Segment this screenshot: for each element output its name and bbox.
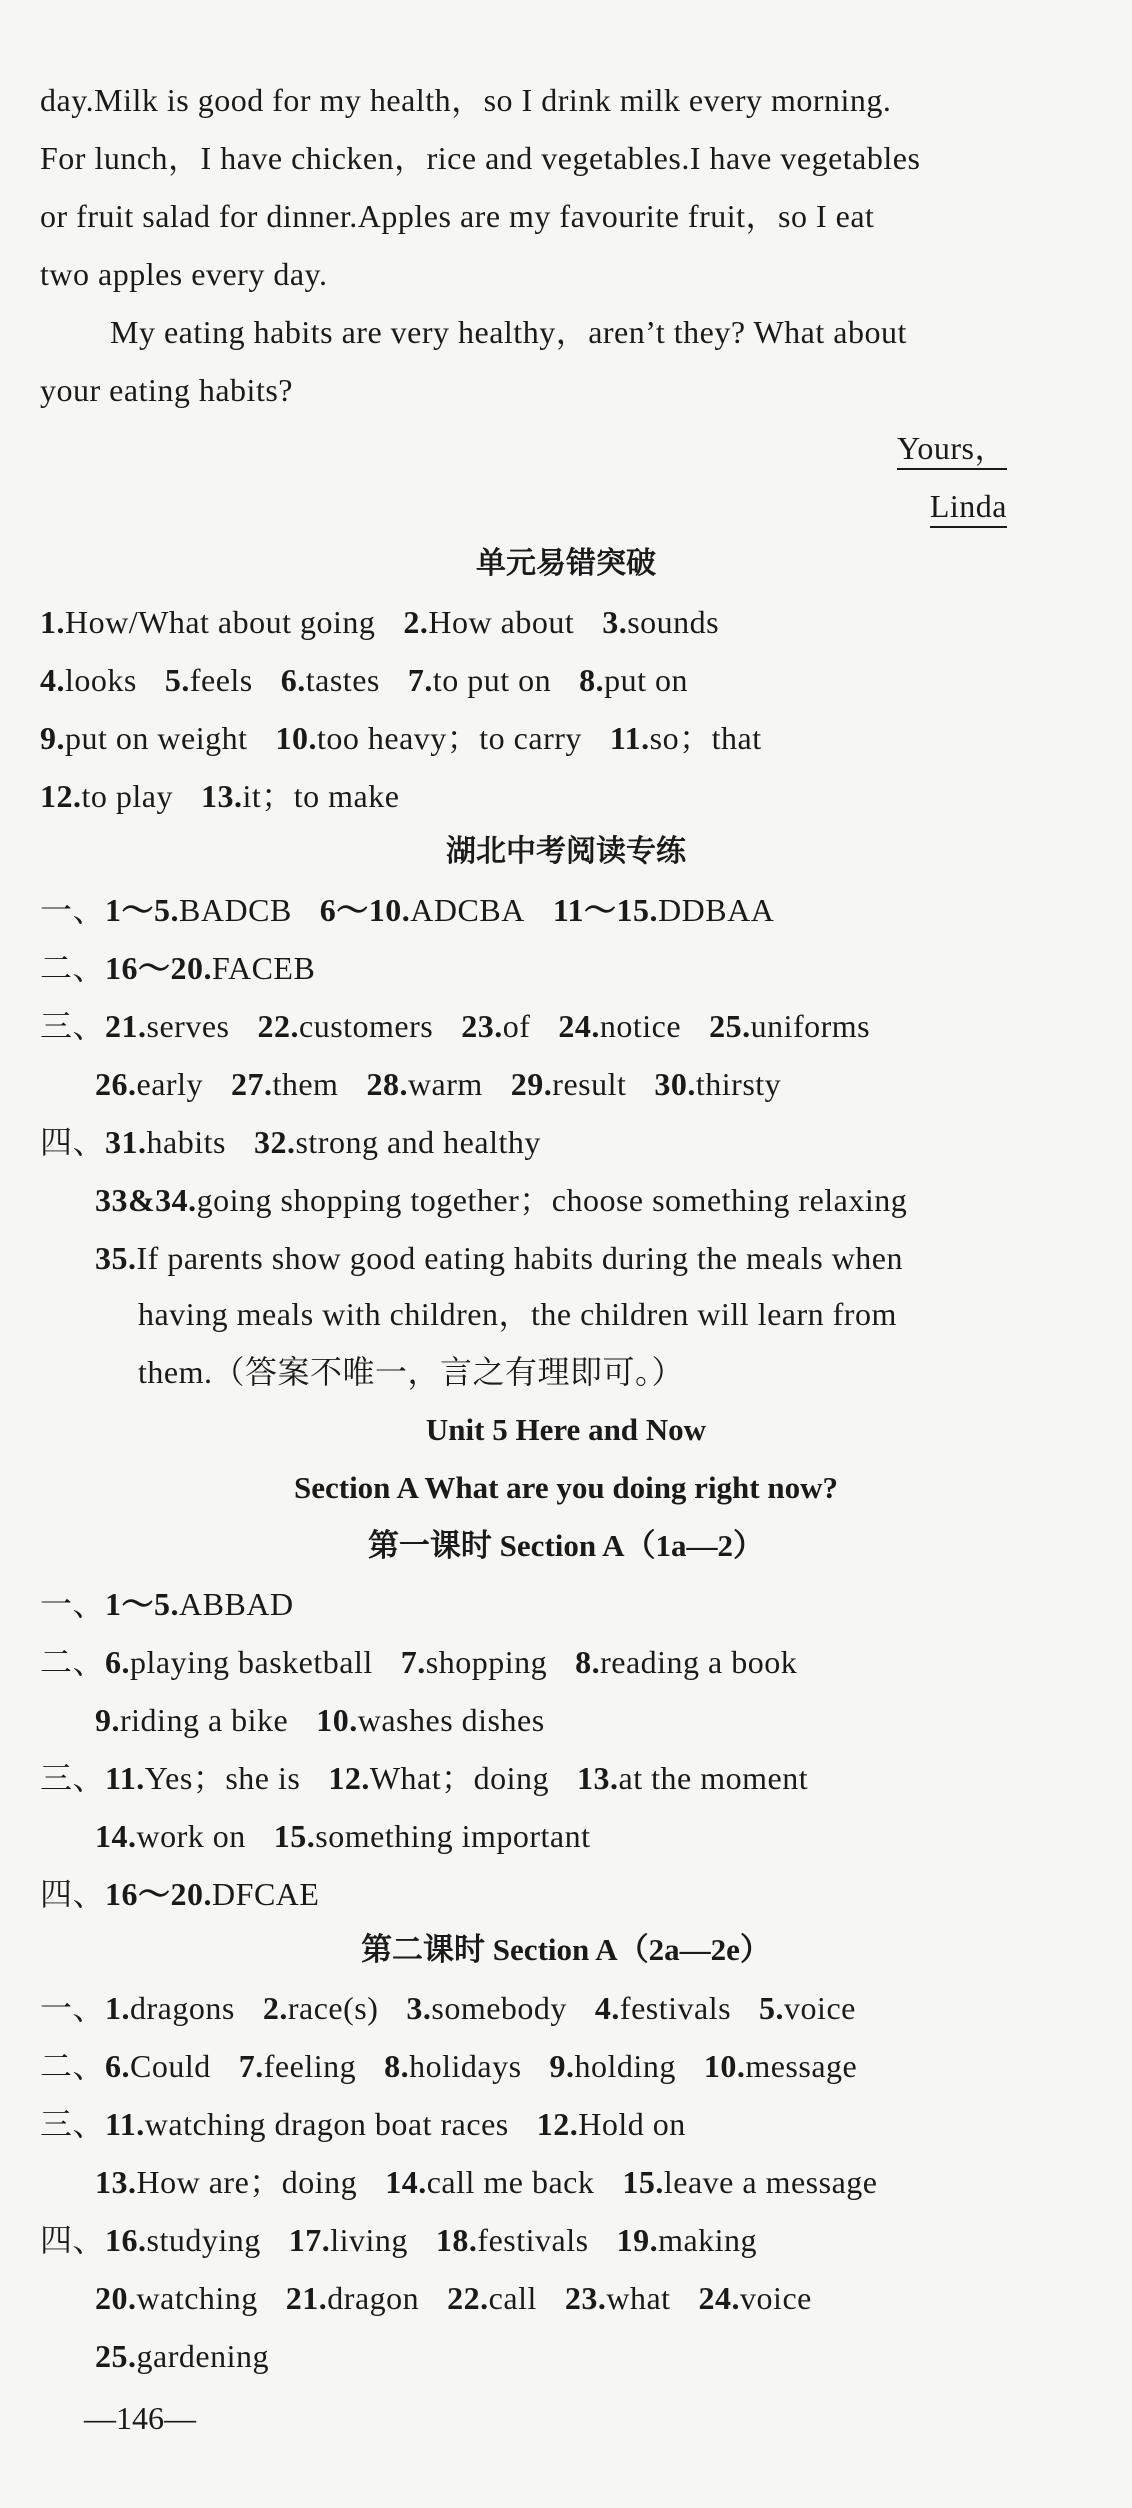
answer-number: 24.	[558, 1008, 600, 1044]
part-marker: 三、	[40, 1008, 106, 1044]
answer-number: 4.	[594, 1990, 620, 2026]
answer-text: How about	[428, 604, 575, 640]
answer-number: 7.	[400, 1644, 426, 1680]
answer-item	[461, 1008, 530, 1044]
answer-number: 18.	[435, 2222, 478, 2258]
answer-text: reading a book	[600, 1644, 798, 1680]
answer-item	[403, 604, 574, 640]
part-marker: 四、	[40, 2222, 106, 2258]
answer-text: studying	[146, 2222, 261, 2258]
answer-text: voice	[784, 1990, 856, 2026]
answer-item	[239, 2048, 356, 2084]
answer-item	[105, 1586, 294, 1622]
answer-number: 1.	[40, 604, 65, 640]
answer-item	[575, 1644, 797, 1680]
answer-line	[40, 2104, 714, 2144]
answer-number: 23.	[461, 1008, 503, 1044]
answer-text: Could	[130, 2048, 211, 2084]
answer-text: living	[330, 2222, 408, 2258]
answer-number: 7.	[407, 662, 433, 698]
part-marker: 三、	[40, 2106, 106, 2142]
answer-text: playing basketball	[130, 1644, 373, 1680]
page-number: —146—	[84, 2400, 196, 2436]
answer-line	[40, 1584, 322, 1624]
answer-item	[201, 778, 399, 814]
answer-line	[40, 1642, 825, 1682]
answer-item	[699, 2280, 812, 2316]
answer-line	[40, 1988, 884, 2028]
answer-number: 9.	[95, 1702, 120, 1738]
answer-number: 17.	[288, 2222, 331, 2258]
answer-text: something important	[315, 1818, 591, 1854]
answer-text: call	[488, 2280, 537, 2316]
answer-item	[231, 1066, 338, 1102]
answer-item	[385, 2164, 594, 2200]
answer-text: thirsty	[695, 1066, 782, 1102]
answer-text: call me back	[426, 2164, 595, 2200]
answer-number: 15.	[273, 1818, 316, 1854]
answer-text: How are；doing	[136, 2164, 358, 2200]
answer-item	[105, 892, 292, 928]
part-marker: 三、	[40, 1760, 106, 1796]
answer-item	[610, 720, 762, 756]
answer-number: 6.	[280, 662, 306, 698]
answer-number: 3.	[406, 1990, 432, 2026]
answer-text: ADCBA	[410, 892, 525, 928]
answer-number: 25.	[709, 1008, 751, 1044]
answer-text: leave a message	[663, 2164, 878, 2200]
answer-number: 16～20.	[105, 1876, 213, 1912]
answer-number: 7.	[238, 2048, 264, 2084]
answer-item	[105, 2222, 261, 2258]
answer-line	[95, 1238, 931, 1278]
answer-text: to play	[81, 778, 173, 814]
answer-item	[384, 2048, 521, 2084]
answer-item	[40, 662, 137, 698]
letter-line-4: two apples every day.	[40, 256, 328, 292]
answer-number: 1～5.	[105, 892, 180, 928]
letter-line-3: or fruit salad for dinner.Apples are my favourite fruit，so I eat	[40, 198, 875, 234]
answer-number: 20.	[95, 2280, 137, 2316]
answer-text: gardening	[136, 2338, 269, 2374]
answer-text: How/What about going	[65, 604, 376, 640]
answer-item	[95, 1182, 907, 1218]
answer-item	[95, 1702, 288, 1738]
answer-35-cont1: having meals with children，the children will learn from	[138, 1296, 897, 1332]
answer-text: DFCAE	[212, 1876, 320, 1912]
answer-text: too heavy；to carry	[316, 720, 582, 756]
answer-number: 14.	[95, 1818, 137, 1854]
answer-number: 8.	[579, 662, 605, 698]
answer-number: 1～5.	[105, 1586, 180, 1622]
answer-number: 13.	[95, 2164, 137, 2200]
lesson2-title: 第二课时 Section A（2a—2e）	[361, 1932, 771, 1967]
answer-number: 23.	[564, 2280, 607, 2316]
answer-text: shopping	[425, 1644, 548, 1680]
answer-text: If parents show good eating habits during the meals when	[136, 1240, 903, 1276]
answer-item	[316, 1702, 544, 1738]
answer-number: 1.	[105, 1990, 131, 2026]
answer-item	[105, 1876, 319, 1912]
answer-text: dragons	[130, 1990, 235, 2026]
answer-line	[40, 948, 343, 988]
answer-text: what	[606, 2280, 671, 2316]
answer-text: them	[272, 1066, 339, 1102]
answer-line	[40, 2220, 785, 2260]
answer-item	[274, 1818, 591, 1854]
answer-item	[257, 1008, 433, 1044]
answer-number: 10.	[316, 1702, 358, 1738]
answer-item	[281, 662, 380, 698]
answer-text: habits	[146, 1124, 226, 1160]
answer-number: 8.	[384, 2048, 410, 2084]
answer-item	[105, 950, 315, 986]
answer-number: 21.	[105, 1008, 147, 1044]
answer-item	[289, 2222, 408, 2258]
answer-line	[40, 890, 802, 930]
answer-item	[40, 778, 173, 814]
answer-line	[95, 1064, 809, 1104]
answer-text: sounds	[627, 604, 720, 640]
answer-item	[105, 1760, 300, 1796]
answer-number: 6.	[105, 2048, 131, 2084]
part-marker: 一、	[40, 892, 106, 928]
answer-text: uniforms	[750, 1008, 871, 1044]
answer-text: festivals	[619, 1990, 732, 2026]
answer-item	[328, 1760, 549, 1796]
letter-closing: Yours，	[897, 428, 1007, 468]
answer-number: 27.	[230, 1066, 273, 1102]
answer-line	[95, 1700, 573, 1740]
answer-number: 8.	[575, 1644, 601, 1680]
answer-item	[263, 1990, 379, 2026]
answer-line	[40, 2046, 885, 2086]
answer-line	[40, 1122, 569, 1162]
answer-number: 10.	[275, 720, 317, 756]
answer-item	[105, 2106, 509, 2142]
answer-number: 14.	[385, 2164, 427, 2200]
answer-item	[366, 1066, 482, 1102]
answer-text: BADCB	[179, 892, 292, 928]
answer-number: 9.	[40, 720, 65, 756]
section-title-errors: 单元易错突破	[476, 546, 656, 581]
answer-number: 25.	[95, 2338, 137, 2374]
answer-number: 13.	[200, 778, 243, 814]
answer-item	[105, 1990, 235, 2026]
part-marker: 一、	[40, 1586, 106, 1622]
answer-number: 30.	[654, 1066, 696, 1102]
answer-number: 26.	[95, 1066, 137, 1102]
answer-number: 2.	[403, 604, 429, 640]
answer-text: tastes	[305, 662, 380, 698]
answer-text: voice	[740, 2280, 812, 2316]
answer-line	[40, 1758, 836, 1798]
answer-text: watching	[136, 2280, 258, 2316]
answer-item	[595, 1990, 731, 2026]
answer-text: so；that	[649, 720, 762, 756]
answer-text: serves	[146, 1008, 230, 1044]
answer-item	[105, 1008, 229, 1044]
answer-number: 6.	[105, 1644, 131, 1680]
answer-number: 22.	[447, 2280, 489, 2316]
answer-number: 29.	[510, 1066, 553, 1102]
answer-line	[40, 718, 790, 758]
part-marker: 二、	[40, 1644, 106, 1680]
answer-text: of	[502, 1008, 531, 1044]
answer-item	[320, 892, 525, 928]
answer-number: 16～20.	[105, 950, 213, 986]
answer-text: notice	[599, 1008, 682, 1044]
letter-line-1: day.Milk is good for my health，so I drink milk every morning.	[40, 82, 892, 118]
answer-text: dragon	[327, 2280, 420, 2316]
answer-item	[709, 1008, 870, 1044]
letter-line-2: For lunch，I have chicken，rice and vegetables.I have vegetables	[40, 140, 921, 176]
answer-text: customers	[298, 1008, 434, 1044]
answer-text: result	[552, 1066, 627, 1102]
answer-text: work on	[136, 1818, 246, 1854]
answer-text: somebody	[431, 1990, 567, 2026]
part-marker: 二、	[40, 2048, 106, 2084]
answer-item	[447, 2280, 537, 2316]
answer-line	[95, 2336, 297, 2376]
answer-number: 12.	[40, 778, 82, 814]
answer-number: 16.	[105, 2222, 147, 2258]
answer-text: strong and healthy	[295, 1124, 541, 1160]
answer-number: 11.	[609, 720, 650, 756]
answer-item	[759, 1990, 856, 2026]
answer-item	[579, 662, 688, 698]
answer-item	[550, 2048, 676, 2084]
answer-item	[401, 1644, 547, 1680]
answer-text: at the moment	[618, 1760, 809, 1796]
answer-text: feels	[189, 662, 253, 698]
answer-item	[105, 1644, 373, 1680]
answer-item	[408, 662, 551, 698]
answer-number: 28.	[366, 1066, 408, 1102]
answer-text: making	[658, 2222, 758, 2258]
part-marker: 四、	[40, 1124, 106, 1160]
answer-number: 11.	[105, 1760, 145, 1796]
answer-item	[602, 604, 719, 640]
answer-text: going shopping together；choose something relaxing	[196, 1182, 908, 1218]
answer-number: 10.	[703, 2048, 746, 2084]
answer-text: it；to make	[242, 778, 400, 814]
answer-item	[286, 2280, 419, 2316]
answer-text: festivals	[477, 2222, 589, 2258]
answer-item	[105, 1124, 226, 1160]
answer-item	[577, 1760, 808, 1796]
answer-item	[95, 2338, 269, 2374]
answer-text: looks	[65, 662, 137, 698]
answer-item	[95, 2164, 357, 2200]
letter-line-6: your eating habits?	[40, 372, 293, 408]
answer-line	[95, 1816, 619, 1856]
answer-number: 5.	[164, 662, 190, 698]
unit-section-title: Section A What are you doing right now?	[293, 1470, 838, 1505]
answer-item	[254, 1124, 541, 1160]
answer-item	[275, 720, 581, 756]
answer-item	[553, 892, 775, 928]
unit-title: Unit 5 Here and Now	[425, 1412, 707, 1447]
answer-number: 4.	[40, 662, 65, 698]
answer-35-cont2: them.（答案不唯一，言之有理即可。）	[138, 1354, 684, 1390]
answer-text: early	[136, 1066, 203, 1102]
answer-number: 19.	[616, 2222, 659, 2258]
part-marker: 一、	[40, 1990, 106, 2026]
answer-number: 12.	[328, 1760, 370, 1796]
answer-item	[704, 2048, 857, 2084]
answer-text: message	[745, 2048, 858, 2084]
answer-number: 15.	[622, 2164, 664, 2200]
answer-text: watching dragon boat races	[144, 2106, 509, 2142]
answer-text: holidays	[409, 2048, 522, 2084]
answer-number: 13.	[577, 1760, 619, 1796]
answer-text: put on	[604, 662, 689, 698]
answer-line	[40, 660, 716, 700]
answer-item	[617, 2222, 757, 2258]
answer-line	[40, 1006, 898, 1046]
answer-text: What；doing	[369, 1760, 550, 1796]
answer-line	[95, 2278, 840, 2318]
answer-text: Hold on	[578, 2106, 686, 2142]
answer-item	[95, 1066, 203, 1102]
answer-text: DDBAA	[658, 892, 775, 928]
answer-text: washes dishes	[357, 1702, 545, 1738]
letter-signature: Linda	[930, 486, 1007, 526]
part-marker: 二、	[40, 950, 106, 986]
answer-number: 11.	[105, 2106, 145, 2142]
answer-item	[436, 2222, 589, 2258]
answer-text: race(s)	[287, 1990, 379, 2026]
answer-text: ABBAD	[179, 1586, 294, 1622]
answer-number: 22.	[257, 1008, 299, 1044]
answer-number: 31.	[105, 1124, 147, 1160]
answer-item	[558, 1008, 681, 1044]
answer-item	[565, 2280, 671, 2316]
answer-text: Yes；she is	[144, 1760, 301, 1796]
answer-item	[165, 662, 253, 698]
answer-number: 2.	[262, 1990, 288, 2026]
answer-number: 11～15.	[552, 892, 659, 928]
answer-number: 33&34.	[95, 1182, 197, 1218]
answer-item	[40, 720, 247, 756]
answer-number: 3.	[602, 604, 628, 640]
answer-line	[40, 1874, 347, 1914]
answer-number: 12.	[536, 2106, 579, 2142]
answer-item	[654, 1066, 781, 1102]
answer-text: feeling	[263, 2048, 357, 2084]
answer-item	[406, 1990, 567, 2026]
answer-text: warm	[407, 1066, 483, 1102]
answer-item	[105, 2048, 211, 2084]
answer-text: FACEB	[212, 950, 316, 986]
answer-item	[95, 2280, 258, 2316]
answer-item	[95, 1240, 903, 1276]
section-title-reading: 湖北中考阅读专练	[446, 834, 686, 869]
answer-line	[40, 776, 427, 816]
answer-number: 35.	[95, 1240, 137, 1276]
answer-item	[511, 1066, 627, 1102]
lesson1-title: 第一课时 Section A（1a—2）	[367, 1528, 765, 1563]
answer-item	[622, 2164, 877, 2200]
part-marker: 四、	[40, 1876, 106, 1912]
answer-number: 9.	[549, 2048, 575, 2084]
answer-item	[40, 604, 375, 640]
letter-line-5: My eating habits are very healthy，aren’t they? What about	[110, 314, 907, 350]
answer-number: 6～10.	[319, 892, 411, 928]
answer-number: 5.	[759, 1990, 785, 2026]
answer-line	[40, 602, 747, 642]
answer-line	[95, 2162, 905, 2202]
answer-line	[95, 1180, 935, 1220]
answer-number: 21.	[285, 2280, 328, 2316]
answer-number: 24.	[698, 2280, 741, 2316]
answer-item	[537, 2106, 686, 2142]
answer-text: put on weight	[65, 720, 248, 756]
answer-item	[95, 1818, 246, 1854]
answer-text: holding	[574, 2048, 676, 2084]
answer-number: 32.	[253, 1124, 296, 1160]
answer-text: to put on	[432, 662, 552, 698]
answer-text: riding a bike	[120, 1702, 289, 1738]
